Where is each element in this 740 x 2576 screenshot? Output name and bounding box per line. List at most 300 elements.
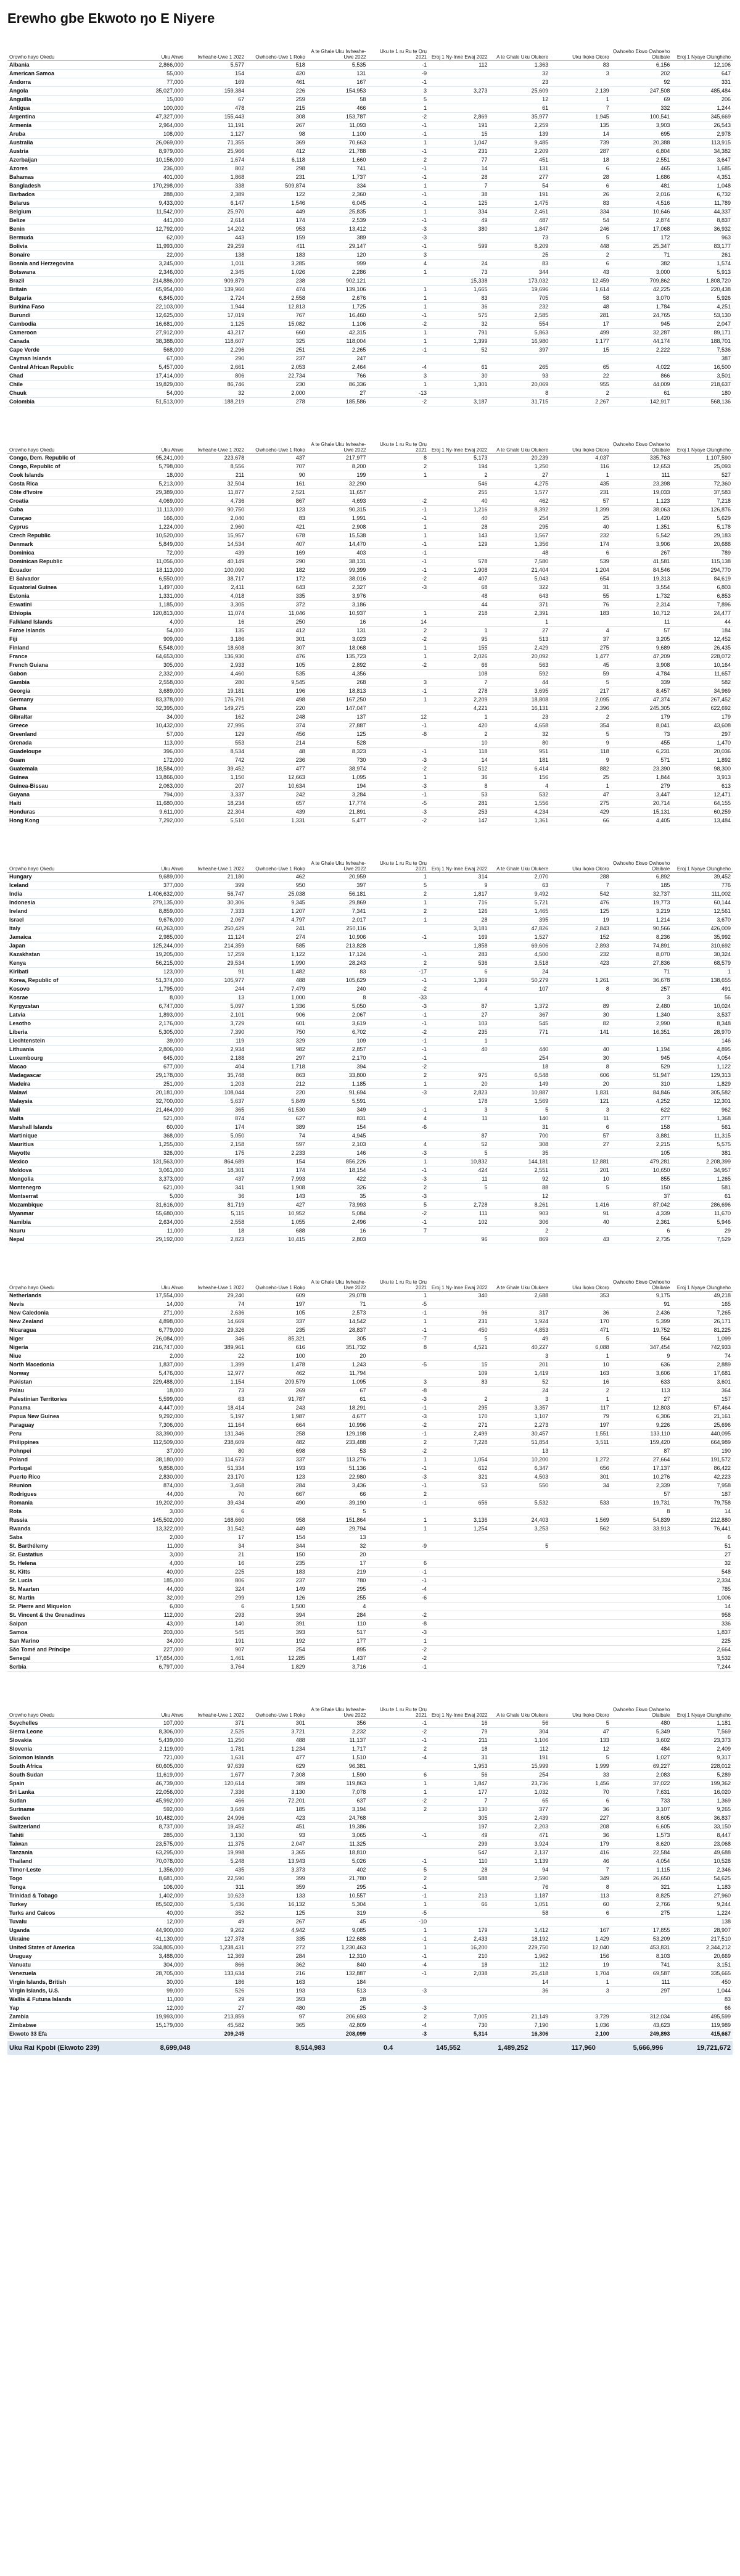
country-name: Latvia (7, 1011, 125, 1020)
table-cell: 125 (550, 907, 611, 916)
table-cell: 25,418 (490, 1970, 551, 1978)
table-cell: 372 (246, 601, 307, 609)
table-row (7, 1629, 733, 1637)
table-cell: 258 (246, 1430, 307, 1439)
table-cell: 562 (550, 1525, 611, 1534)
table-cell: 407 (429, 575, 490, 584)
table-cell: 1,677 (186, 1771, 247, 1780)
table-cell: 166,000 (125, 514, 186, 523)
table-cell: 1,187 (490, 1892, 551, 1901)
table-cell: -1 (368, 173, 429, 182)
table-cell: 137 (307, 713, 368, 722)
table-row (7, 480, 733, 489)
table-cell: 1 (672, 968, 733, 976)
table-cell: 2,823 (429, 1089, 490, 1097)
table-cell: 51,374,000 (125, 976, 186, 985)
table-cell: 119,989 (672, 2021, 733, 2030)
country-name: Australia (7, 139, 125, 147)
table-cell (611, 2004, 672, 2013)
table-cell: 112 (490, 1961, 551, 1970)
country-name: Nepal (7, 1236, 125, 1244)
table-cell: 43,217 (186, 329, 247, 337)
table-cell: 4,018 (186, 592, 247, 601)
table-cell: 3,000 (611, 268, 672, 277)
table-cell: 26,069,000 (125, 139, 186, 147)
table-cell (490, 1508, 551, 1516)
table-cell: 11,124 (186, 933, 247, 942)
table-cell: 326 (307, 1184, 368, 1192)
table-cell: 32 (307, 1542, 368, 1551)
column-header: A te Ghale Uku Iwheahe-Uwe 2022 (307, 35, 368, 61)
table-cell: 129 (429, 540, 490, 549)
table-cell: 7,306,000 (125, 1421, 186, 1430)
table-cell (368, 1823, 429, 1831)
table-cell: 2,345 (186, 268, 247, 277)
table-cell: 105,629 (307, 976, 368, 985)
table-cell: -1 (368, 1831, 429, 1840)
country-name: Bermuda (7, 234, 125, 242)
table-row (7, 1780, 733, 1788)
table-cell: 79 (429, 1728, 490, 1736)
country-name: Thailand (7, 1857, 125, 1866)
table-cell: 1,795,000 (125, 985, 186, 994)
country-name: Taiwan (7, 1840, 125, 1849)
table-cell: 14,202 (186, 225, 247, 234)
table-cell: 317 (490, 1309, 551, 1318)
table-cell (550, 994, 611, 1002)
table-cell: 3,365 (246, 1849, 307, 1857)
table-cell: 456 (246, 730, 307, 739)
table-cell: 74 (672, 1352, 733, 1361)
table-cell (368, 489, 429, 497)
table-cell: 68 (429, 584, 490, 592)
table-cell: 267 (246, 122, 307, 130)
table-cell: 1,660 (307, 156, 368, 165)
table-cell: 15,000 (125, 96, 186, 104)
table-cell: 66 (429, 1901, 490, 1909)
table-cell: 123 (246, 1473, 307, 1482)
table-cell (550, 1646, 611, 1654)
table-cell: 14 (490, 1978, 551, 1987)
table-cell: 194 (429, 463, 490, 471)
table-cell: 4,069,000 (125, 497, 186, 506)
table-row (7, 78, 733, 87)
table-cell: 1 (368, 294, 429, 303)
table-cell: 45,992,000 (125, 1797, 186, 1806)
table-cell: 212,880 (672, 1516, 733, 1525)
country-name: Azerbaijan (7, 156, 125, 165)
table-row (7, 1115, 733, 1123)
table-cell: 1,243 (307, 1361, 368, 1369)
table-cell: 65 (490, 1797, 551, 1806)
table-cell: 186 (186, 1978, 247, 1987)
table-row (7, 584, 733, 592)
table-cell: 29,259 (186, 242, 247, 251)
table-row (7, 463, 733, 471)
country-name: Palestinian Territories (7, 1395, 125, 1404)
table-cell: 168,660 (186, 1516, 247, 1525)
table-row (7, 1499, 733, 1508)
table-cell: 12,977 (186, 1369, 247, 1378)
table-cell: 2,265 (307, 346, 368, 355)
table-cell: 5,197 (186, 1413, 247, 1421)
table-cell: 188,219 (186, 398, 247, 407)
table-cell: 9,492 (490, 890, 551, 899)
country-name: Benin (7, 225, 125, 234)
column-header: A te Ghale Uku Olukere (490, 846, 551, 873)
table-cell (368, 480, 429, 489)
table-cell: 5,591 (307, 1097, 368, 1106)
table-cell: 636 (611, 1361, 672, 1369)
table-cell: 443 (186, 234, 247, 242)
table-cell: 2,222 (611, 346, 672, 355)
table-row (7, 87, 733, 96)
table-cell: 1,704 (550, 1970, 611, 1978)
table-cell: -2 (368, 1728, 429, 1736)
table-cell: 1,265 (672, 1175, 733, 1184)
table-cell: 43,623 (611, 2021, 672, 2030)
table-cell: 945 (611, 320, 672, 329)
table-cell: 199,362 (672, 1780, 733, 1788)
table-cell: 305 (429, 1814, 490, 1823)
table-row (7, 398, 733, 407)
table-cell: 12,663 (246, 774, 307, 782)
table-cell: 1,482 (246, 968, 307, 976)
table-row (7, 1335, 733, 1344)
table-cell: 278 (246, 398, 307, 407)
table-cell: 49,688 (672, 1849, 733, 1857)
table-cell: 57 (611, 1490, 672, 1499)
table-row (7, 1559, 733, 1568)
table-row (7, 1594, 733, 1603)
table-cell: 19,829,000 (125, 381, 186, 389)
table-cell: 4 (429, 985, 490, 994)
table-cell: 304,000 (125, 1961, 186, 1970)
table-row (7, 1352, 733, 1361)
table-cell: 1,685 (672, 165, 733, 173)
table-cell: 2,259 (490, 122, 551, 130)
table-row (7, 61, 733, 70)
table-cell: 8,000 (125, 994, 186, 1002)
table-cell: 1,924 (490, 1318, 551, 1326)
column-header: Eroj 1 Nyaye Ọlungheho (672, 846, 733, 873)
table-cell: -3 (368, 1395, 429, 1404)
table-row (7, 1866, 733, 1875)
table-row (7, 1054, 733, 1063)
table-row (7, 1473, 733, 1482)
table-cell: 96 (429, 1236, 490, 1244)
table-cell: 2,585 (490, 312, 551, 320)
table-cell: 92 (611, 78, 672, 87)
table-cell: 476 (550, 899, 611, 907)
table-cell: 1 (368, 471, 429, 480)
table-cell: 5,849,000 (125, 540, 186, 549)
table-row (7, 1046, 733, 1054)
table-cell (368, 704, 429, 713)
table-cell: 2,267 (550, 398, 611, 407)
table-cell: 299 (186, 1594, 247, 1603)
table-cell: 426,009 (672, 925, 733, 933)
table-cell: 16 (186, 1559, 247, 1568)
table-row (7, 2030, 733, 2039)
table-cell: 6,347 (490, 1464, 551, 1473)
country-name: Croatia (7, 497, 125, 506)
country-name: Puerto Rico (7, 1473, 125, 1482)
table-cell: 29,869 (307, 899, 368, 907)
column-header: Orọwho hayo Ọkedu (7, 1693, 125, 1719)
table-cell: -3 (368, 1149, 429, 1158)
column-header: Eroj 1 Ny-Inne Ewaj 2022 (429, 1693, 490, 1719)
table-cell: 231 (246, 173, 307, 182)
table-cell: 71 (611, 968, 672, 976)
total-cell: 8,699,048 (125, 2041, 192, 2055)
table-cell: 513 (490, 635, 551, 644)
table-cell: 244 (186, 985, 247, 994)
table-cell: 4,054 (672, 1054, 733, 1063)
table-cell: 83 (307, 968, 368, 976)
table-cell: 1,893,000 (125, 1011, 186, 1020)
table-cell: 1,990 (246, 959, 307, 968)
table-cell: 513 (307, 1987, 368, 1996)
table-cell: 2,101 (186, 1011, 247, 1020)
table-cell: 17 (550, 320, 611, 329)
table-cell: 47,209 (611, 653, 672, 661)
table-cell: 2,990 (611, 1020, 672, 1028)
table-cell: 8,261 (490, 1201, 551, 1210)
table-cell: 17 (307, 1559, 368, 1568)
table-cell: 73 (490, 234, 551, 242)
table-cell: 10,646 (611, 208, 672, 217)
table-cell: 1 (368, 653, 429, 661)
country-name: French Guiana (7, 661, 125, 670)
table-cell: -4 (368, 1754, 429, 1762)
column-header: Iwheahe-Uwe 1 2022 (186, 1265, 247, 1292)
table-row (7, 1369, 733, 1378)
table-row (7, 1020, 733, 1028)
country-name: United States of America (7, 1944, 125, 1952)
table-cell (550, 1996, 611, 2004)
table-cell: 2,728 (429, 1201, 490, 1210)
table-cell: 1 (550, 1395, 611, 1404)
table-cell: 1,331,000 (125, 592, 186, 601)
table-cell: 60 (550, 1901, 611, 1909)
country-name: Ukraine (7, 1935, 125, 1944)
country-name: Britain (7, 286, 125, 294)
country-name: St. Pierre and Miquelon (7, 1603, 125, 1611)
table-cell: 6,548 (490, 1071, 551, 1080)
table-cell: 10,623 (186, 1892, 247, 1901)
table-cell: 3,285 (246, 260, 307, 268)
table-cell: 1,224,000 (125, 523, 186, 532)
table-cell: 50,279 (490, 976, 551, 985)
country-name: Venezuela (7, 1970, 125, 1978)
table-cell: 3 (368, 1378, 429, 1387)
table-cell: 17,681 (672, 1369, 733, 1378)
table-cell: 55,680,000 (125, 1210, 186, 1218)
country-name: Cyprus (7, 523, 125, 532)
table-cell: 87 (611, 1447, 672, 1456)
column-header: Eroj 1 Nyaye Ọlungheho (672, 1265, 733, 1292)
table-cell: 44,000 (125, 1490, 186, 1499)
table-cell: 5,439,000 (125, 1736, 186, 1745)
table-cell: 1,470 (672, 739, 733, 748)
table-cell: 36 (550, 1806, 611, 1814)
table-cell: 38,131 (307, 558, 368, 566)
table-cell: 225 (186, 1568, 247, 1577)
table-cell: 2,676 (307, 294, 368, 303)
table-cell: 509,874 (246, 182, 307, 191)
table-cell: -1 (368, 1037, 429, 1046)
table-cell: 399 (246, 1875, 307, 1883)
table-cell: 394 (246, 1611, 307, 1620)
table-cell: 281 (429, 799, 490, 808)
table-cell: 131,563,000 (125, 1158, 186, 1166)
table-cell: 1,737 (307, 173, 368, 182)
table-cell: 1,214 (611, 916, 672, 925)
country-name: Virgin Islands, U.S. (7, 1987, 125, 1996)
table-cell: 526 (186, 1987, 247, 1996)
table-cell: 396,000 (125, 748, 186, 756)
column-header: Uku te 1 ru Ru tẹ Ọrụ 2021 (368, 1693, 429, 1719)
table-row (7, 294, 733, 303)
table-cell: 2,334 (672, 1577, 733, 1585)
table-cell: 31,542 (186, 1525, 247, 1534)
table-cell: -2 (368, 1421, 429, 1430)
table-cell: 297 (611, 1987, 672, 1996)
table-cell: -1 (368, 130, 429, 139)
table-cell: 730 (429, 2021, 490, 2030)
table-cell: 22,584 (611, 1849, 672, 1857)
table-cell: 3,305 (186, 601, 247, 609)
table-cell: 4,942 (246, 1926, 307, 1935)
table-cell (429, 1620, 490, 1629)
table-row (7, 933, 733, 942)
table-cell: 12,792,000 (125, 225, 186, 234)
table-cell: 12,813 (246, 303, 307, 312)
table-cell: 2,866,000 (125, 61, 186, 70)
table-cell: 10,952 (246, 1210, 307, 1218)
table-row (7, 730, 733, 739)
table-cell: 23,373 (672, 1736, 733, 1745)
table-cell: 28 (429, 916, 490, 925)
table-cell: 1,356,000 (125, 1866, 186, 1875)
table-cell: 126 (246, 1594, 307, 1603)
table-cell: 9,858,000 (125, 1464, 186, 1473)
table-cell: 62,000 (125, 234, 186, 242)
table-cell: 334 (429, 208, 490, 217)
table-cell: 2,558 (186, 1218, 247, 1227)
table-row (7, 722, 733, 730)
table-cell: 146 (307, 1149, 368, 1158)
table-cell: 3,537 (672, 1011, 733, 1020)
table-cell: 5,399 (611, 1318, 672, 1326)
table-cell: 3 (550, 1106, 611, 1115)
table-cell: 1,892 (672, 756, 733, 765)
table-cell (490, 1663, 551, 1672)
table-cell: -1 (368, 1736, 429, 1745)
table-cell: 1,036 (550, 2021, 611, 2030)
table-cell: 3,245,000 (125, 260, 186, 268)
table-cell: 2,067 (307, 1011, 368, 1020)
table-cell: 1 (550, 1978, 611, 1987)
table-cell: -3 (368, 1629, 429, 1637)
table-cell: 9,226 (611, 1421, 672, 1430)
table-cell: -8 (368, 1387, 429, 1395)
country-name: Senegal (7, 1654, 125, 1663)
table-cell: 4,221 (429, 704, 490, 713)
table-cell: 147,047 (307, 704, 368, 713)
table-cell: 54 (550, 217, 611, 225)
table-cell: 1,361 (490, 817, 551, 825)
table-cell: 35,977 (490, 113, 551, 122)
table-cell: 29,534 (186, 959, 247, 968)
table-cell: 259 (246, 96, 307, 104)
table-cell: 150 (611, 1184, 672, 1192)
table-cell: -2 (368, 1654, 429, 1663)
table-cell: 272 (246, 1944, 307, 1952)
table-cell: 167,250 (307, 696, 368, 704)
country-name: Marshall Islands (7, 1123, 125, 1132)
country-name: Uganda (7, 1926, 125, 1935)
table-cell: 7 (429, 1797, 490, 1806)
country-name: South Sudan (7, 1771, 125, 1780)
country-name: Tanzania (7, 1849, 125, 1857)
table-cell: 2,100 (550, 2030, 611, 2039)
table-cell: -1 (368, 1106, 429, 1115)
column-header: Uku te 1 ru Ru tẹ Ọrụ 2021 (368, 846, 429, 873)
table-cell: 66 (672, 2004, 733, 2013)
table-cell: 730 (307, 756, 368, 765)
table-cell: 29,240 (186, 1292, 247, 1300)
table-cell: 6,156 (611, 61, 672, 70)
table-cell: 1,244 (672, 104, 733, 113)
table-cell: 2 (368, 1490, 429, 1499)
table-cell: 1,402,000 (125, 1892, 186, 1901)
table-cell: 11,657 (307, 489, 368, 497)
table-cell: 5,304 (307, 1901, 368, 1909)
table-cell: 69,606 (490, 942, 551, 951)
table-cell: 1,177 (550, 337, 611, 346)
table-cell: 1,048 (672, 182, 733, 191)
table-cell: 1,546 (246, 199, 307, 208)
table-cell: 295 (307, 1585, 368, 1594)
table-cell: 84,546 (611, 566, 672, 575)
table-cell: 6,147 (186, 199, 247, 208)
table-cell: 1,106 (490, 1736, 551, 1745)
column-header: Uku Ahwo (125, 427, 186, 454)
table-cell (368, 739, 429, 748)
table-cell: 1,569 (550, 1516, 611, 1525)
table-cell: 220 (246, 704, 307, 713)
table-cell: 108,044 (186, 1089, 247, 1097)
table-cell (550, 1037, 611, 1046)
table-cell: 54,839 (611, 1516, 672, 1525)
table-cell: 74,891 (611, 942, 672, 951)
table-cell: 6,845,000 (125, 294, 186, 303)
country-name: Grenada (7, 739, 125, 748)
table-cell: 3 (368, 87, 429, 96)
table-cell: -1 (368, 951, 429, 959)
table-cell: -6 (368, 1123, 429, 1132)
table-cell: 4,784 (611, 670, 672, 679)
table-cell: 110 (429, 1857, 490, 1866)
table-cell: 191 (490, 191, 551, 199)
table-cell: 34,382 (672, 147, 733, 156)
table-cell: 36 (490, 1987, 551, 1996)
table-cell: 2,389 (186, 191, 247, 199)
table-cell: 18,068 (307, 644, 368, 653)
table-cell: 214,359 (186, 942, 247, 951)
